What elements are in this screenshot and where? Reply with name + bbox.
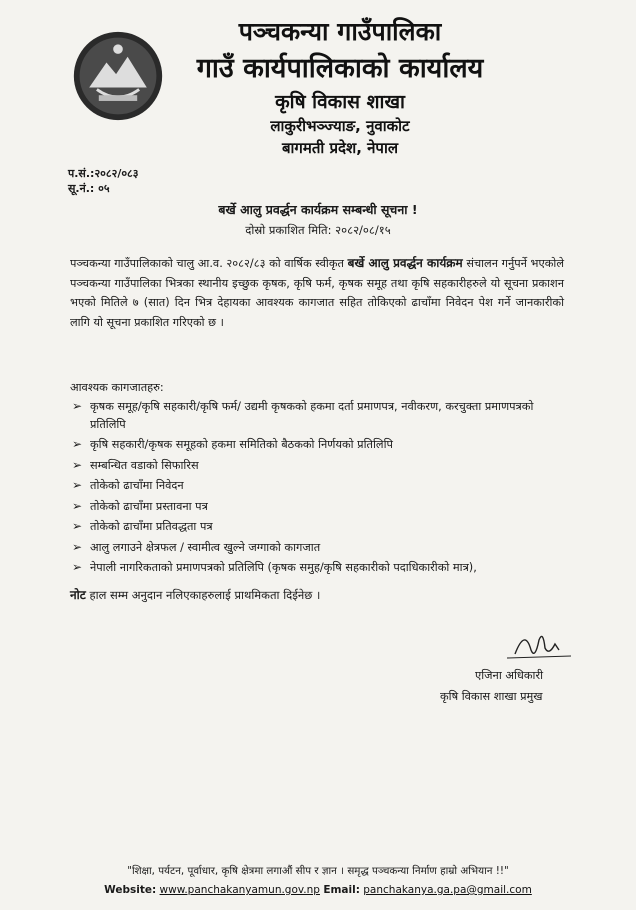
dispatch-number: सू.नं.: ०५ (68, 182, 110, 195)
website-label: Website: (104, 884, 157, 896)
office-name: गाउँ कार्यपालिकाको कार्यालय (196, 53, 484, 84)
publish-date: दोस्रो प्रकाशित मिति: २०८२/०८/१५ (245, 223, 391, 237)
arrow-bullet-icon: ➢ (72, 498, 83, 513)
note-text: नोट हाल सम्म अनुदान नलिएकाहरुलाई प्राथमिकता दिईनेछ । (70, 588, 321, 602)
municipality-name: पञ्चकन्या गाउँपालिका (238, 17, 442, 46)
requirements-heading: आवश्यक कागजातहरु: (70, 381, 164, 394)
list-item: ➢ तोकेको ढाचाँमा प्रतिवद्धता पत्र (72, 518, 562, 536)
email-label: Email: (323, 884, 360, 896)
note-label: नोट (70, 588, 86, 602)
section-name: कृषि विकास शाखा (275, 91, 405, 113)
list-item: ➢ तोकेको ढाचाँमा निवेदन (72, 477, 562, 495)
letter-number: प.सं.:२०८२/०८३ (68, 167, 139, 180)
office-address: लाकुरीभञ्ज्याङ, नुवाकोट (270, 117, 410, 135)
list-item: ➢ सम्बन्धित वडाको सिफारिस (72, 457, 562, 475)
notice-title: बर्खे आलु प्रवर्द्धन कार्यक्रम सम्बन्धी सूचना ! (218, 202, 418, 217)
footer-contact (0, 884, 636, 896)
footer-slogan: "शिक्षा, पर्यटन, पूर्वाधार, कृषि क्षेत्रमा लगाऔं सीप र ज्ञान । समृद्ध पञ्चकन्या निर्माण हाम्रो अभियान !!" (127, 865, 509, 877)
province-country: बागमती प्रदेश, नेपाल (281, 139, 399, 157)
arrow-bullet-icon: ➢ (72, 399, 83, 413)
arrow-bullet-icon: ➢ (72, 519, 83, 533)
arrow-bullet-icon: ➢ (72, 457, 83, 472)
body-start: पञ्चकन्या गाउँपालिकाको चालु आ.व. २०८२/८३ को वार्षिक स्वीकृत (70, 257, 348, 270)
arrow-bullet-icon: ➢ (72, 478, 83, 492)
requirements-list (72, 398, 562, 580)
website-link[interactable]: www.panchakanyamun.gov.np (159, 884, 320, 896)
list-item: ➢ कृषि सहकारी/कृषक समूहको हकमा समितिको बैठकको निर्णयको प्रतिलिपि (72, 436, 562, 454)
signatory-name: एजिना अधिकारी (475, 669, 543, 682)
signature-icon (505, 620, 575, 668)
body-end: संचालन गर्नुपर्ने भएकोले पञ्चकन्या गाउँपालिका भित्रका स्थानीय इच्छुक कृषक, कृषि फर्म, कृषक समूह तथा कृषि सहकारीहरुले यो सूचना प्रकाशन भएको मितिले ७ (सात) दिन भित्र देहायका आवश्यक कागजात सहित तोकिएको ढाचाँमा निवेदन पेश गर्ने जानकारीको लागि यो सूचना प्रकाशित गरिएको छ । (70, 257, 564, 329)
signatory-role: कृषि विकास शाखा प्रमुख (440, 690, 543, 703)
program-name: बर्खे आलु प्रवर्द्धन कार्यक्रम (347, 256, 463, 270)
arrow-bullet-icon: ➢ (72, 437, 83, 451)
notice-body (70, 254, 564, 332)
arrow-bullet-icon: ➢ (72, 560, 83, 574)
email-link[interactable]: panchakanya.ga.pa@gmail.com (363, 884, 532, 896)
list-item: ➢ तोकेको ढाचाँमा प्रस्तावना पत्र (72, 498, 562, 516)
list-item: ➢ आलु लगाउने क्षेत्रफल / स्वामीत्व खुल्ने जग्गाको कागजात (72, 539, 562, 557)
list-item: ➢ नेपाली नागरिकताको प्रमाणपत्रको प्रतिलिपि (कृषक समुह/कृषि सहकारीको पदाधिकारीको मात्र), (72, 559, 562, 577)
arrow-bullet-icon: ➢ (72, 539, 83, 554)
list-item: ➢ कृषक समूह/कृषि सहकारी/कृषि फर्म/ उद्यमी कृषकको हकमा दर्ता प्रमाणपत्र, नवीकरण, करचुक्ता प्रमाणपत्रको प्रतिलिपि (72, 399, 534, 431)
